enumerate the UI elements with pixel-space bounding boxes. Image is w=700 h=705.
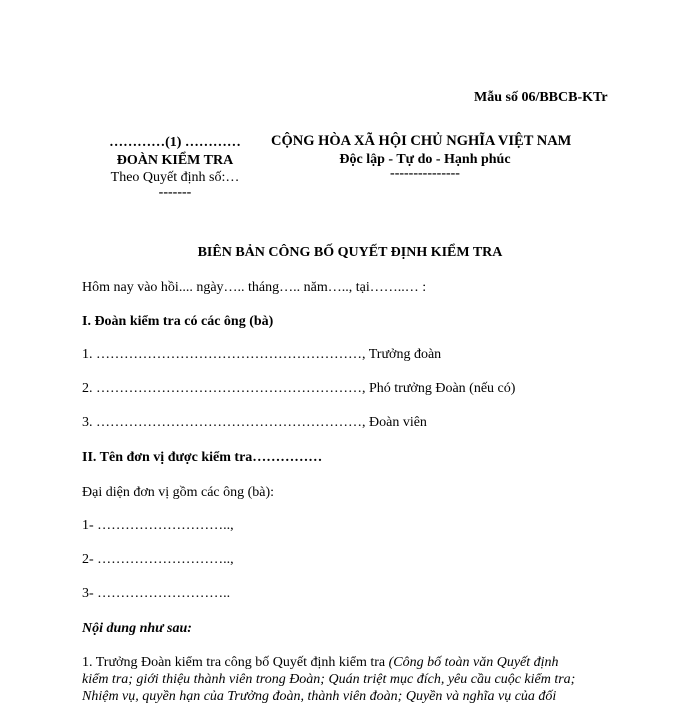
representative-line: 3- ……………………….. — [82, 586, 231, 601]
content-paragraph-line3: Nhiệm vụ, quyền hạn của Trưởng đoàn, thành viên đoàn; Quyền và nghĩa vụ của đối — [82, 689, 557, 704]
team-member-line: 2. …………………………………………………, Phó trưởng Đoàn (nếu có) — [82, 381, 516, 396]
team-member-line: 3. …………………………………………………, Đoàn viên — [82, 415, 427, 430]
document-title: BIÊN BẢN CÔNG BỐ QUYẾT ĐỊNH KIỂM TRA — [197, 245, 503, 260]
country-name: CỘNG HÒA XÃ HỘI CHỦ NGHĨA VIỆT NAM — [271, 133, 572, 149]
section1-heading: I. Đoàn kiểm tra có các ông (bà) — [82, 314, 274, 329]
content-paragraph-line1 — [82, 655, 559, 671]
representative-line: 1- ……………………….., — [82, 518, 234, 533]
national-motto: Độc lập - Tự do - Hạnh phúc — [339, 152, 511, 167]
content-italic-1: (Công bố toàn văn Quyết định — [388, 655, 559, 670]
team-member-line: 1. …………………………………………………, Trưởng đoàn — [82, 347, 442, 362]
left-header-divider: ------- — [158, 185, 192, 200]
inspection-team-label: ĐOÀN KIỂM TRA — [116, 153, 234, 168]
form-number: Mẫu số 06/BBCB-KTr — [474, 90, 608, 105]
intro-line: Hôm nay vào hồi.... ngày….. tháng….. năm….., tại……..… : — [82, 280, 427, 295]
decision-reference: Theo Quyết định số:… — [110, 170, 240, 185]
representative-line: 2- ……………………….., — [82, 552, 234, 567]
content-paragraph-line2: kiểm tra; giới thiệu thành viên trong Đoàn; Quán triệt mục đích, yêu cầu cuộc kiểm tra; — [82, 672, 576, 687]
left-header-line1: …………(1) ………… — [109, 135, 241, 150]
section2-heading: II. Tên đơn vị được kiểm tra…………… — [82, 450, 323, 465]
content-prefix: 1. Trưởng Đoàn kiểm tra công bố Quyết định kiểm tra — [82, 655, 386, 670]
unit-representatives-label: Đại diện đơn vị gồm các ông (bà): — [82, 485, 275, 500]
right-header-divider: --------------- — [390, 166, 460, 181]
content-heading: Nội dung như sau: — [82, 621, 192, 636]
